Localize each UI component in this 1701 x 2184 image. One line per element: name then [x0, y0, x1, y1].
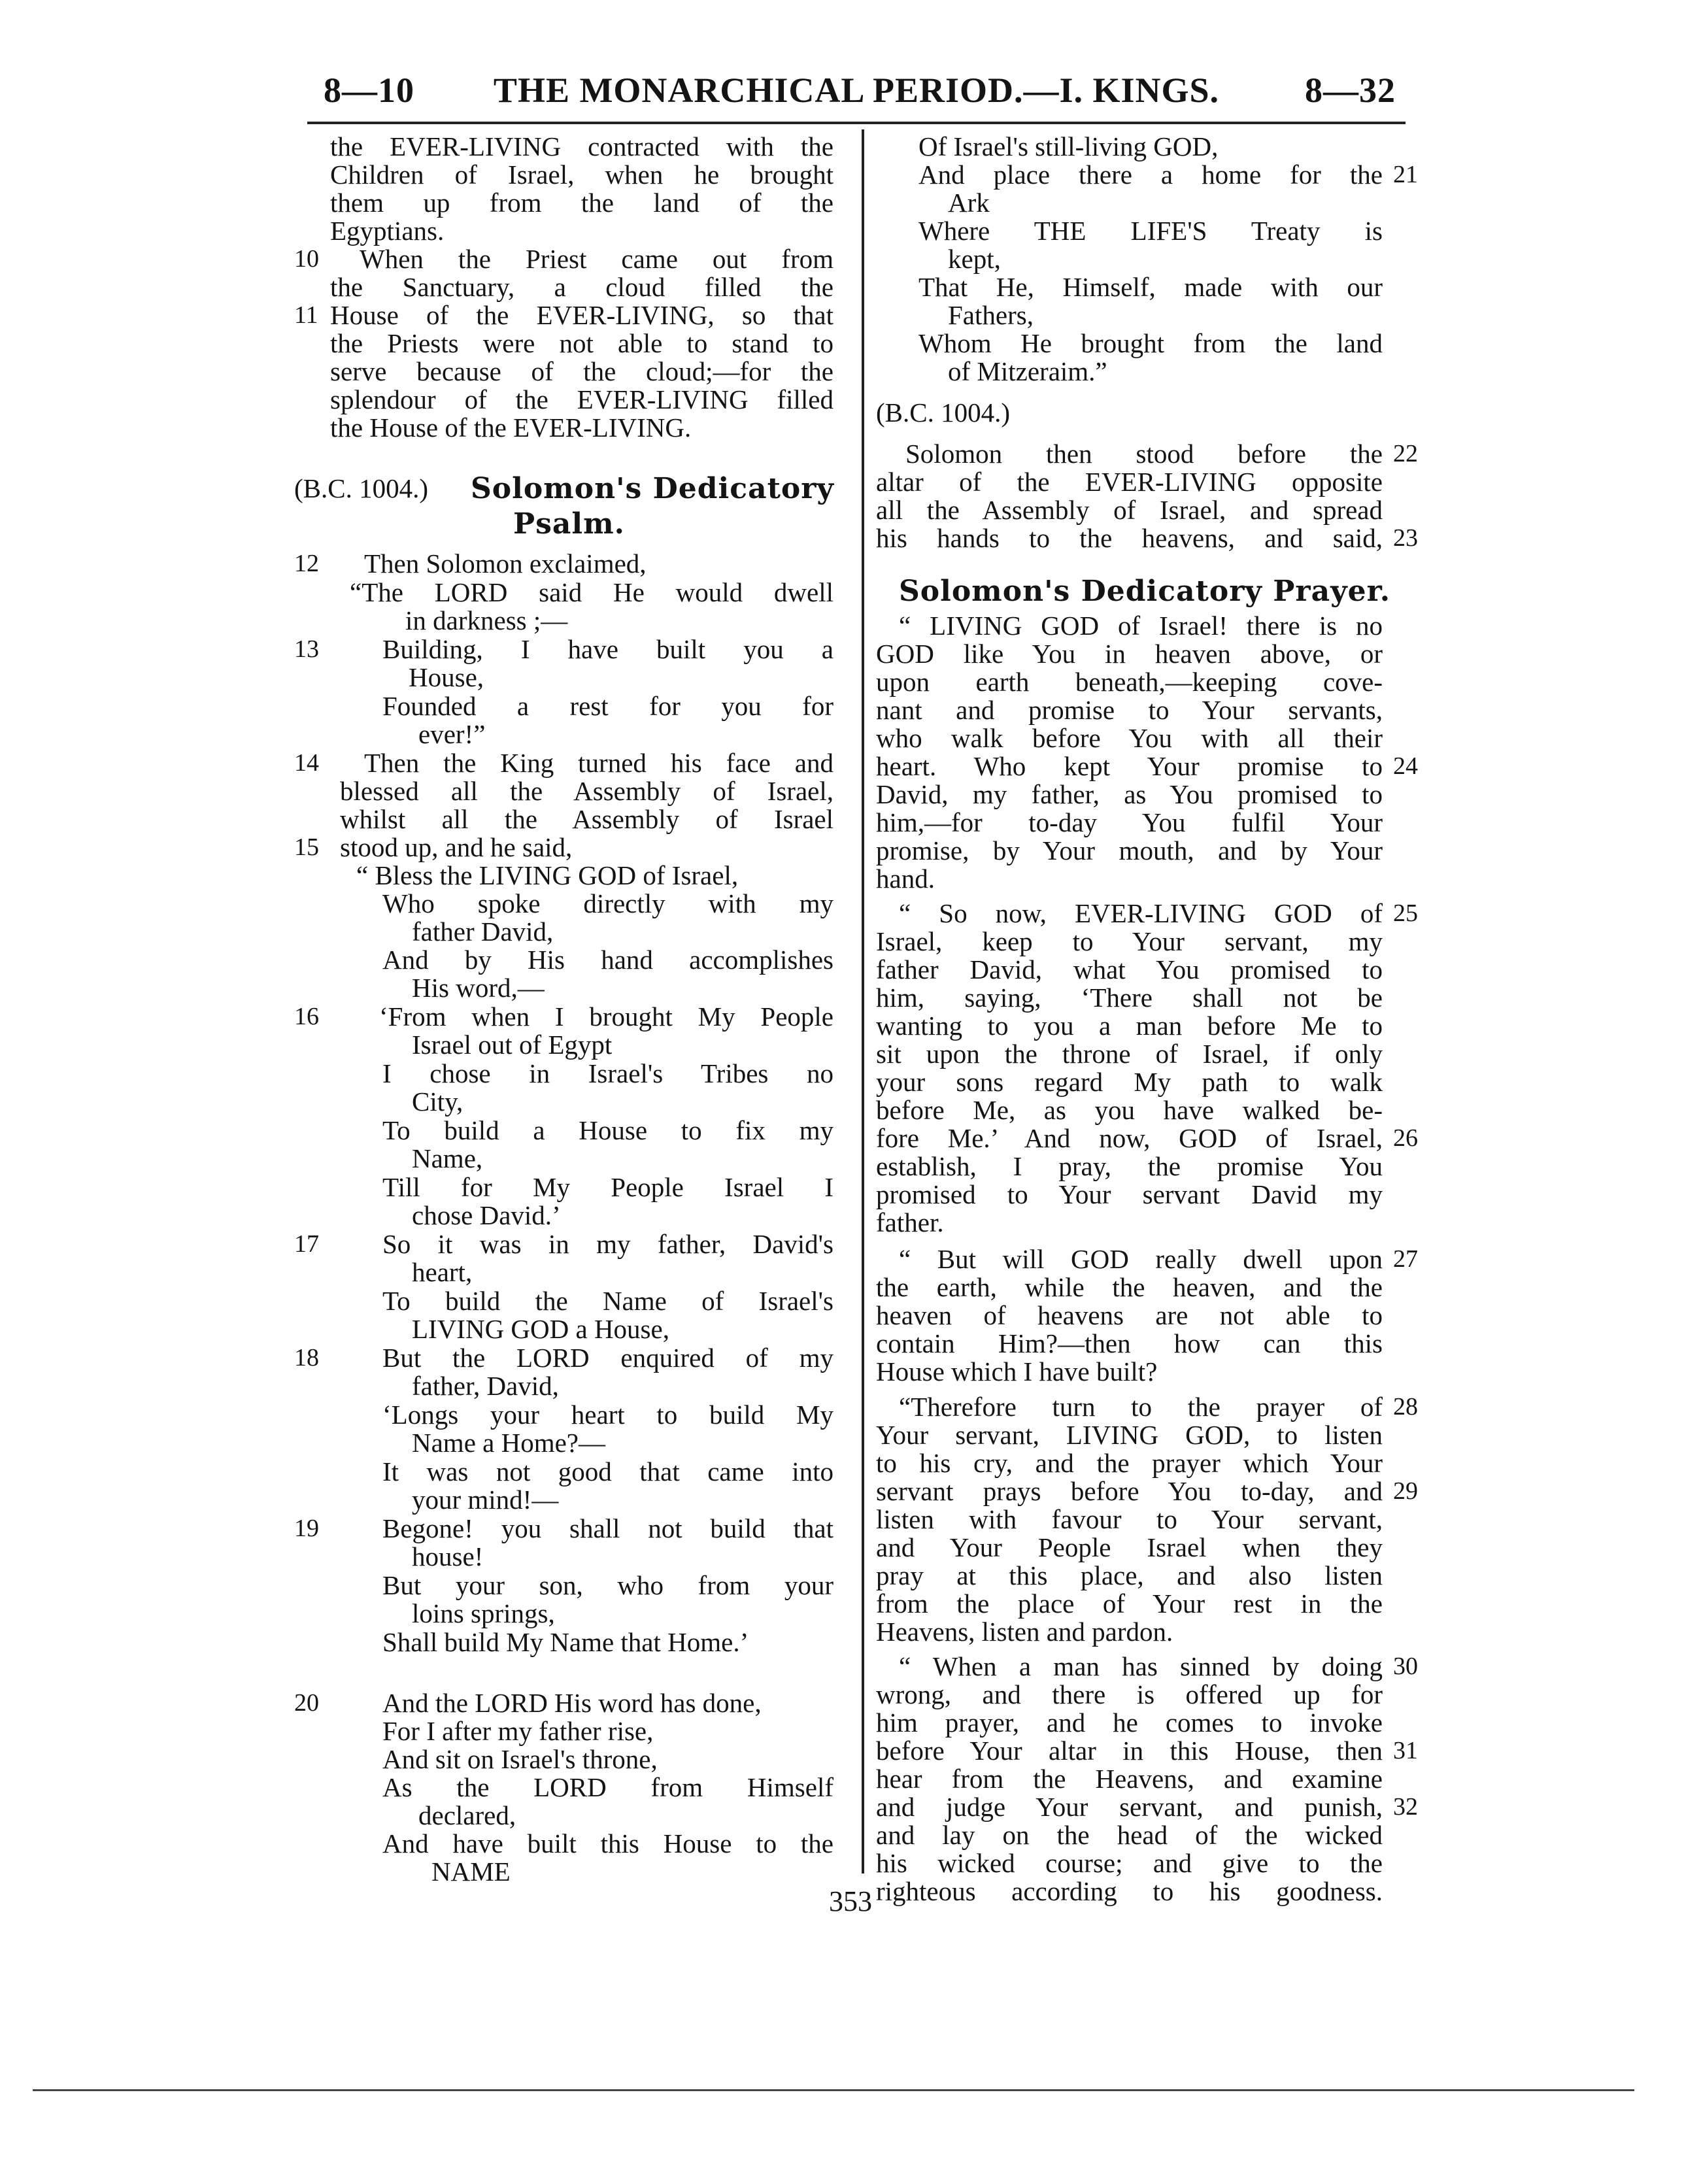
right-text-line: altar of the EVER-LIVING opposite: [876, 467, 1383, 497]
left-text-line: blessed all the Assembly of Israel,: [340, 776, 834, 806]
right-text-line: listen with favour to Your servant,: [876, 1504, 1383, 1534]
left-text-line: LIVING GOD a House,: [412, 1314, 669, 1344]
left-text-line: (B.C. 1004.): [294, 473, 428, 503]
right-verse-number: 24: [1393, 752, 1418, 780]
right-text-line: pray at this place, and also listen: [876, 1560, 1383, 1590]
left-text-line: Name a Home?—: [412, 1428, 605, 1458]
left-text-line: And the LORD His word has done,: [382, 1688, 762, 1718]
right-text-line: and judge Your servant, and punish,: [876, 1792, 1383, 1822]
right-text-line: upon earth beneath,—keeping cove-: [876, 667, 1383, 697]
left-text-line: heart,: [412, 1257, 473, 1287]
left-text-line: As the LORD from Himself: [382, 1772, 834, 1802]
left-text-line: ‘Longs your heart to build My: [382, 1400, 834, 1430]
left-text-line: serve because of the cloud;—for the: [330, 356, 834, 386]
right-verse-number: 28: [1393, 1393, 1418, 1420]
left-text-line: “ Bless the LIVING GOD of Israel,: [356, 860, 739, 890]
left-verse-number: 20: [294, 1689, 319, 1717]
right-text-line: Heavens, listen and pardon.: [876, 1617, 1173, 1647]
right-text-line: and Your People Israel when they: [876, 1532, 1383, 1562]
right-text-line: David, my father, as You promised to: [876, 779, 1383, 809]
right-text-line: father.: [876, 1207, 944, 1237]
right-text-line: from the place of Your rest in the: [876, 1588, 1383, 1619]
left-text-line: father, David,: [412, 1371, 559, 1401]
left-text-line: House,: [409, 662, 484, 692]
right-column: [873, 0, 1441, 1906]
right-verse-number: 31: [1393, 1737, 1418, 1764]
bottom-edge-line: [33, 2089, 1634, 2091]
right-verse-number: 22: [1393, 440, 1418, 467]
left-text-line: Begone! you shall not build that: [382, 1513, 834, 1543]
right-text-line: him,—for to-day You fulfil Your: [876, 807, 1383, 837]
left-text-line: House of the EVER-LIVING, so that: [330, 300, 834, 330]
left-text-line: the Sanctuary, a cloud filled the: [330, 272, 834, 302]
left-verse-number: 12: [294, 550, 319, 577]
left-text-line: City,: [412, 1086, 463, 1117]
right-text-line: Israel, keep to Your servant, my: [876, 926, 1383, 956]
right-text-line: Of Israel's still-living GOD,: [918, 131, 1219, 161]
left-text-line: Who spoke directly with my: [382, 888, 834, 918]
left-text-line: the Priests were not able to stand to: [330, 328, 834, 358]
right-text-line: contain Him?—then how can this: [876, 1328, 1383, 1358]
header-right-verse-range: 8—32: [1305, 71, 1396, 110]
right-text-line: Fathers,: [948, 300, 1034, 330]
left-text-line: So it was in my father, David's: [382, 1229, 834, 1259]
right-text-line: wrong, and there is offered up for: [876, 1679, 1383, 1709]
left-text-line: declared,: [418, 1800, 516, 1830]
right-text-line: kept,: [948, 244, 1001, 274]
right-text-line: of Mitzeraim.”: [948, 356, 1107, 386]
left-text-line: To build the Name of Israel's: [382, 1286, 834, 1316]
right-text-line: promise, by Your mouth, and by Your: [876, 835, 1383, 865]
right-text-line: Where THE LIFE'S Treaty is: [918, 216, 1383, 246]
left-verse-number: 14: [294, 749, 319, 777]
left-text-line: whilst all the Assembly of Israel: [340, 804, 834, 834]
right-text-line: “ But will GOD really dwell upon: [899, 1244, 1383, 1274]
left-text-line: Till for My People Israel I: [382, 1172, 834, 1202]
left-verse-number: 13: [294, 635, 319, 663]
left-text-line: And by His hand accomplishes: [382, 945, 834, 975]
left-text-line: loins springs,: [412, 1598, 555, 1628]
page-number: 353: [829, 1885, 872, 1917]
right-text-line: And place there a home for the: [918, 160, 1383, 190]
header-title: THE MONARCHICAL PERIOD.—I. KINGS.: [493, 71, 1220, 110]
right-text-line: heaven of heavens are not able to: [876, 1300, 1383, 1330]
right-text-line: fore Me.’ And now, GOD of Israel,: [876, 1123, 1383, 1153]
left-text-line: His word,—: [412, 973, 545, 1003]
left-verse-number: 11: [294, 301, 318, 329]
left-text-line: For I after my father rise,: [382, 1716, 654, 1746]
right-text-line: (B.C. 1004.): [876, 397, 1010, 428]
left-text-line: Building, I have built you a: [382, 634, 834, 664]
right-text-line: sit upon the throne of Israel, if only: [876, 1039, 1383, 1069]
left-text-line: in darkness ;—: [405, 605, 568, 635]
right-text-line: promised to Your servant David my: [876, 1179, 1383, 1209]
left-column: [275, 0, 837, 1896]
left-text-line: Egyptians.: [330, 216, 445, 246]
left-text-line: And sit on Israel's throne,: [382, 1744, 658, 1774]
right-text-line: the earth, while the heaven, and the: [876, 1272, 1383, 1302]
left-text-line: Then the King turned his face and: [364, 748, 834, 778]
right-text-line: “ When a man has sinned by doing: [899, 1651, 1383, 1681]
right-text-line: who walk before You with all their: [876, 723, 1383, 753]
left-text-line: Children of Israel, when he brought: [330, 160, 834, 190]
left-text-line: NAME: [431, 1856, 511, 1887]
right-text-line: nant and promise to Your servants,: [876, 695, 1383, 725]
right-text-line: Whom He brought from the land: [918, 328, 1383, 358]
left-text-line: house!: [412, 1541, 484, 1571]
right-verse-number: 26: [1393, 1124, 1418, 1152]
left-text-line: chose David.’: [412, 1200, 561, 1230]
right-text-line: That He, Himself, made with our: [918, 272, 1383, 302]
left-text-line: splendour of the EVER-LIVING filled: [330, 384, 834, 414]
left-text-line: the House of the EVER-LIVING.: [330, 412, 692, 443]
right-text-line: heart. Who kept Your promise to: [876, 751, 1383, 781]
left-text-line: Founded a rest for you for: [382, 691, 834, 721]
left-verse-number: 18: [294, 1344, 319, 1371]
left-text-line: your mind!—: [412, 1485, 559, 1515]
right-text-line: Solomon then stood before the: [905, 439, 1383, 469]
left-verse-number: 16: [294, 1003, 319, 1030]
right-text-line: establish, I pray, the promise You: [876, 1151, 1383, 1181]
left-verse-number: 19: [294, 1515, 319, 1542]
right-text-line: and lay on the head of the wicked: [876, 1820, 1383, 1850]
right-text-line: hear from the Heavens, and examine: [876, 1764, 1383, 1794]
right-text-line: “ LIVING GOD of Israel! there is no: [899, 611, 1383, 641]
left-heading: Psalm.: [513, 507, 625, 541]
right-text-line: Ark: [948, 188, 990, 218]
right-verse-number: 23: [1393, 524, 1418, 552]
left-text-line: But the LORD enquired of my: [382, 1343, 834, 1373]
left-text-line: ever!”: [418, 719, 486, 749]
header-left-verse-range: 8—10: [324, 71, 414, 110]
left-text-line: Then Solomon exclaimed,: [364, 548, 647, 579]
left-text-line: stood up, and he said,: [340, 832, 573, 862]
right-text-line: father David, what You promised to: [876, 954, 1383, 984]
left-text-line: I chose in Israel's Tribes no: [382, 1058, 834, 1088]
right-heading: Solomon's Dedicatory Prayer.: [899, 575, 1391, 608]
left-verse-number: 10: [294, 245, 319, 273]
left-verse-number: 17: [294, 1230, 319, 1258]
right-text-line: House which I have built?: [876, 1356, 1158, 1386]
left-text-line: When the Priest came out from: [360, 244, 834, 274]
right-verse-number: 30: [1393, 1653, 1418, 1680]
left-text-line: “The LORD said He would dwell: [350, 577, 834, 607]
right-text-line: his hands to the heavens, and said,: [876, 523, 1383, 553]
right-text-line: your sons regard My path to walk: [876, 1067, 1383, 1097]
column-divider: [862, 129, 864, 1873]
left-text-line: But your son, who from your: [382, 1570, 834, 1600]
left-text-line: And have built this House to the: [382, 1828, 834, 1858]
left-text-line: Shall build My Name that Home.’: [382, 1627, 749, 1657]
left-text-line: ‘From when I brought My People: [379, 1001, 834, 1032]
left-text-line: It was not good that came into: [382, 1456, 834, 1487]
right-text-line: “Therefore turn to the prayer of: [899, 1392, 1383, 1422]
right-text-line: his wicked course; and give to the: [876, 1848, 1383, 1878]
right-verse-number: 29: [1393, 1477, 1418, 1505]
left-text-line: father David,: [412, 916, 554, 947]
right-text-line: to his cry, and the prayer which Your: [876, 1448, 1383, 1478]
right-text-line: before Your altar in this House, then: [876, 1736, 1383, 1766]
right-text-line: before Me, as you have walked be-: [876, 1095, 1383, 1125]
left-text-line: Israel out of Egypt: [412, 1030, 613, 1060]
right-text-line: GOD like You in heaven above, or: [876, 639, 1383, 669]
right-text-line: “ So now, EVER-LIVING GOD of: [899, 898, 1383, 928]
left-text-line: the EVER-LIVING contracted with the: [330, 131, 834, 161]
right-verse-number: 27: [1393, 1245, 1418, 1273]
left-text-line: To build a House to fix my: [382, 1115, 834, 1145]
right-text-line: him, saying, ‘There shall not be: [876, 983, 1383, 1013]
right-text-line: righteous according to his goodness.: [876, 1876, 1383, 1906]
left-text-line: Name,: [412, 1143, 483, 1173]
right-verse-number: 32: [1393, 1793, 1418, 1821]
right-text-line: Your servant, LIVING GOD, to listen: [876, 1420, 1383, 1450]
right-text-line: him prayer, and he comes to invoke: [876, 1707, 1383, 1738]
right-text-line: servant prays before You to-day, and: [876, 1476, 1383, 1506]
left-text-line: them up from the land of the: [330, 188, 834, 218]
right-text-line: wanting to you a man before Me to: [876, 1011, 1383, 1041]
left-verse-number: 15: [294, 833, 319, 861]
left-heading: Solomon's Dedicatory: [471, 472, 834, 505]
right-verse-number: 21: [1393, 161, 1418, 188]
right-text-line: all the Assembly of Israel, and spread: [876, 495, 1383, 525]
right-text-line: hand.: [876, 864, 935, 894]
right-verse-number: 25: [1393, 899, 1418, 927]
